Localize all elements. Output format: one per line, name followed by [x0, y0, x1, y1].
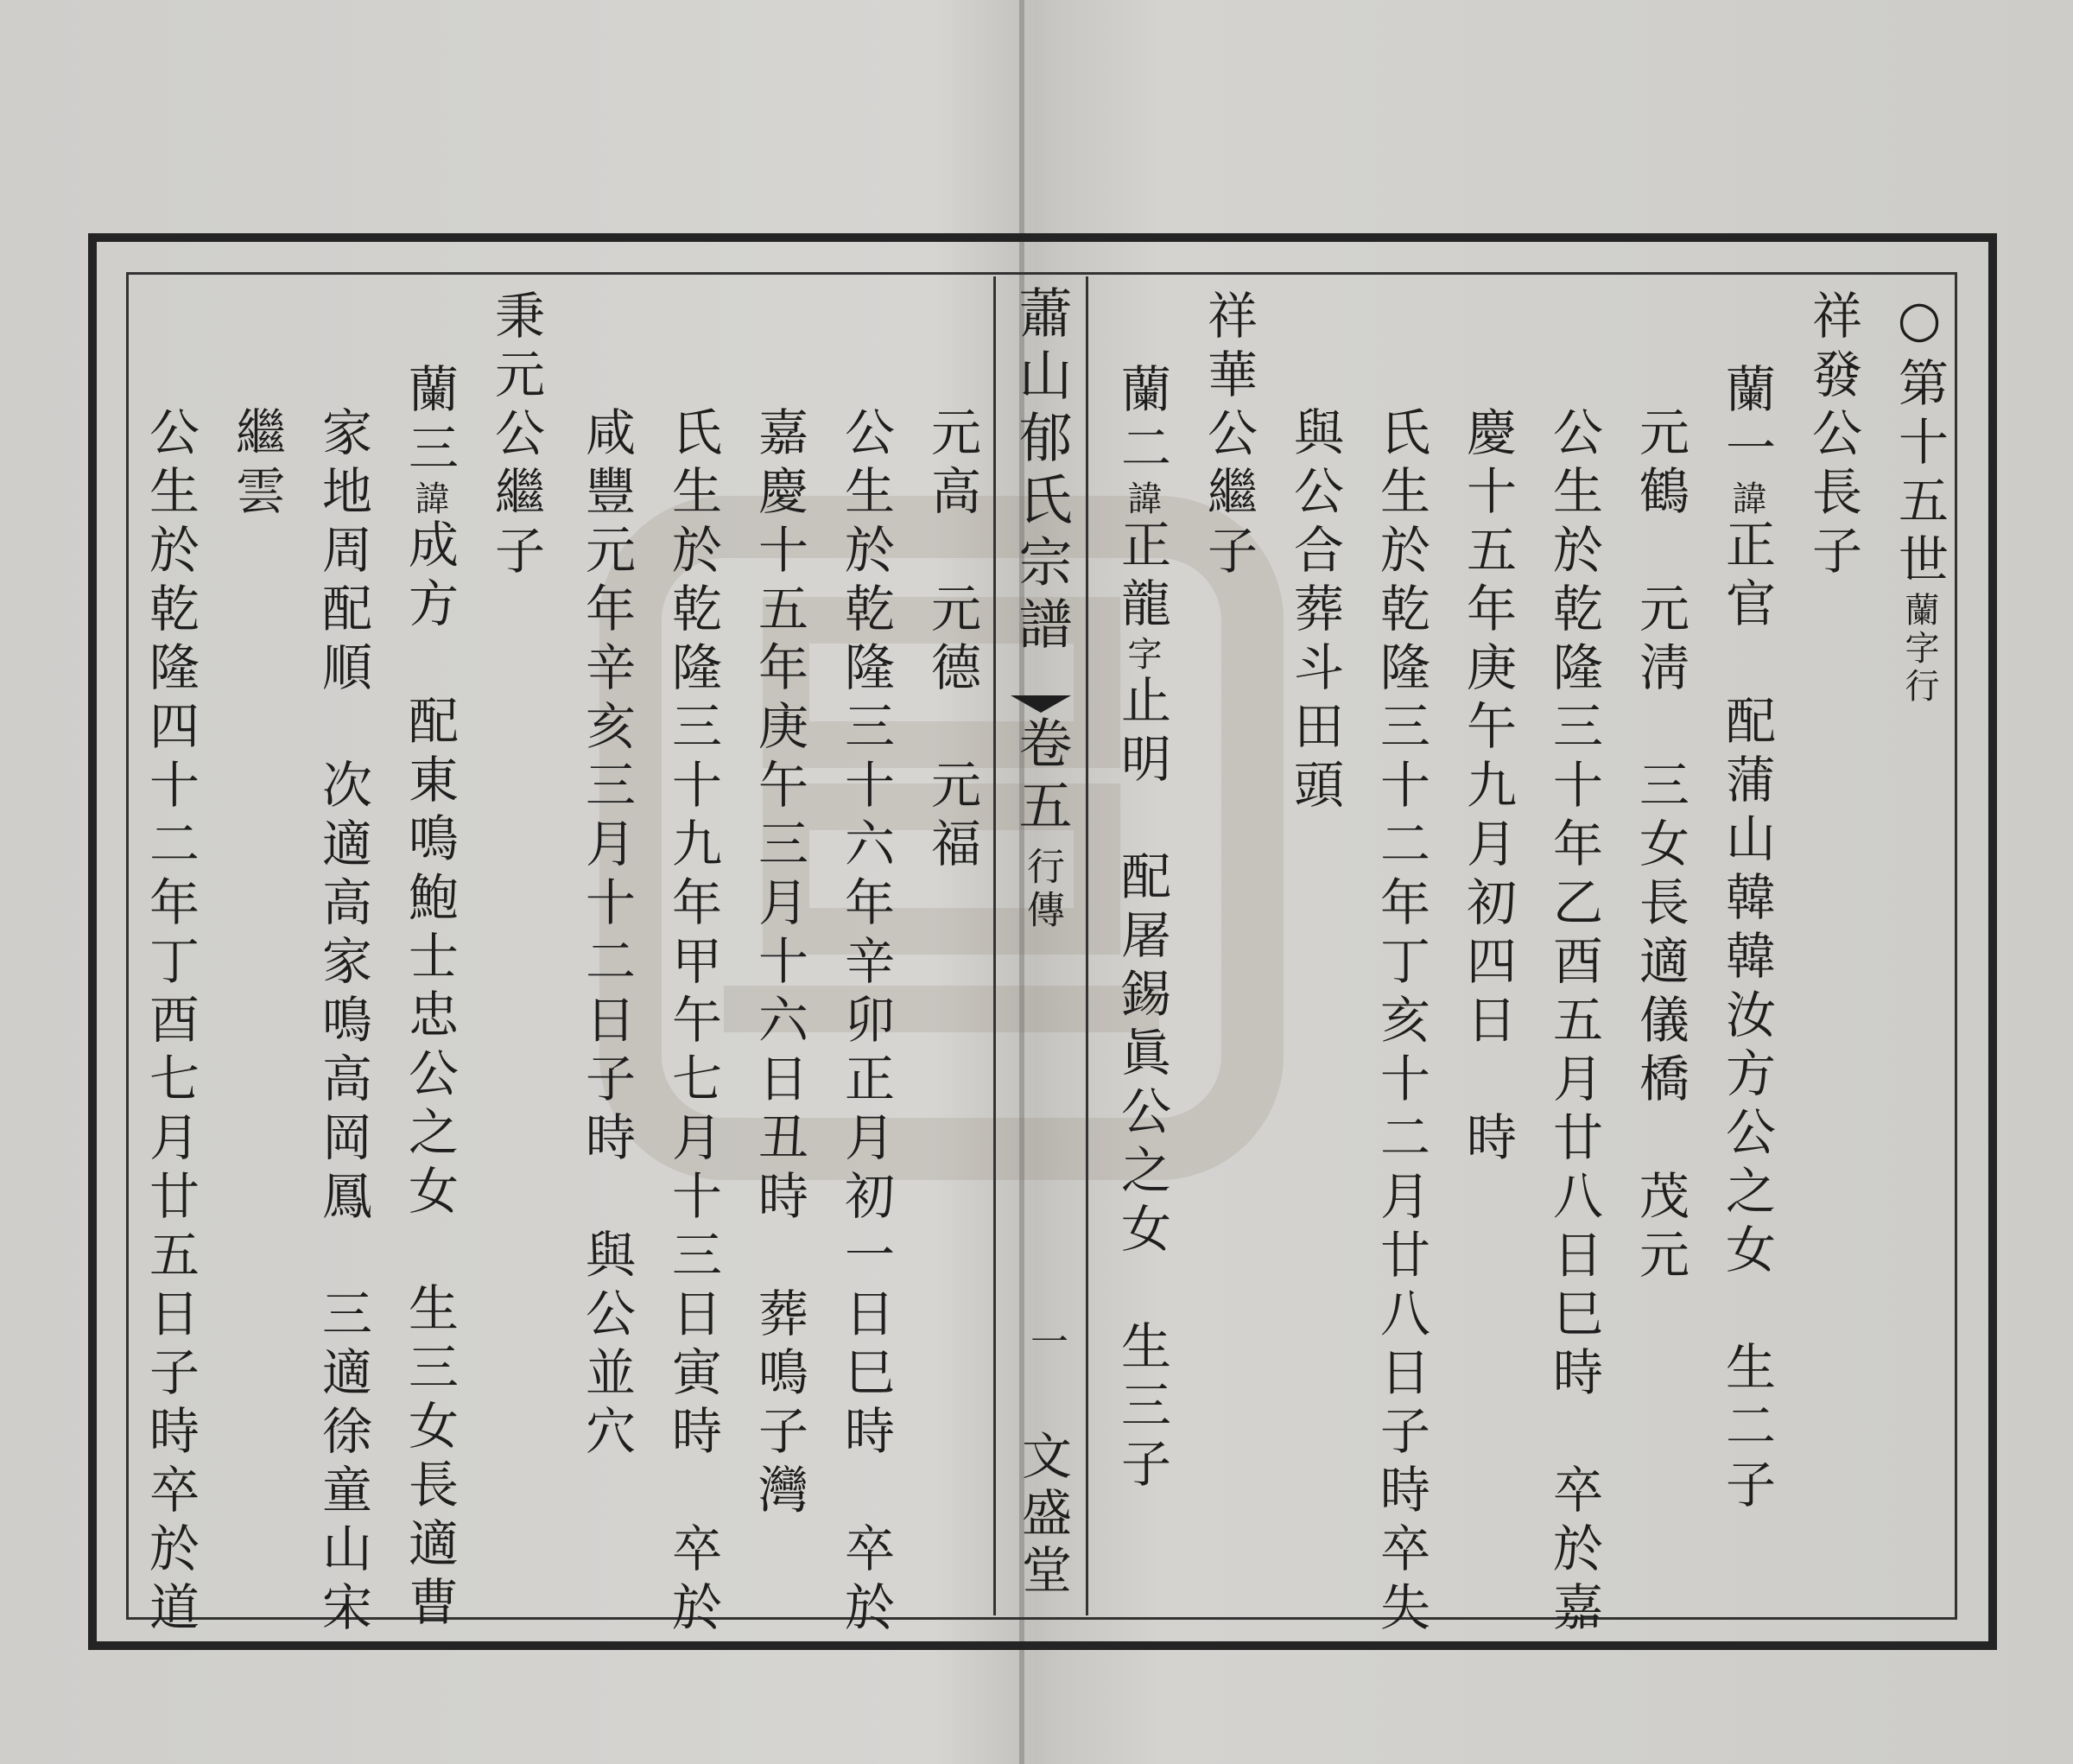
text-column-l5: 咸豐元年辛亥三月十二日子時 與公並穴 — [577, 406, 636, 1463]
generation-heading: ○第十五世 — [1890, 289, 1949, 592]
text-column-r6: 氏生於乾隆三十二年丁亥十二月廿八日子時卒失 — [1372, 406, 1430, 1640]
person-detail: 成方 配東鳴鮑士忠公之女 生三女長適曹 — [400, 518, 459, 1634]
fishtail-mark — [1011, 695, 1071, 713]
book-title: 蕭山郁氏宗譜 — [1010, 285, 1073, 658]
text-column-r2 — [1710, 363, 1783, 1517]
person-detail: 止明 配屠錫眞公之女 生三子 — [1113, 674, 1171, 1496]
text-column-r7: 與公合葬斗田頭 — [1285, 406, 1344, 817]
page-number: 一 — [1024, 1322, 1068, 1360]
hall-name: 文盛堂 — [1013, 1430, 1072, 1601]
text-column-r5: 慶十五年庚午九月初四日 時 — [1458, 406, 1517, 1170]
person-detail: 正官 配蒲山韓韓汝方公之女 生二子 — [1717, 518, 1776, 1517]
generation-note: 蘭字行 — [1899, 592, 1939, 706]
text-column-r3: 元鶴 元淸 三女長適儀橋 茂元 — [1631, 406, 1689, 1287]
text-column-r9 — [1106, 363, 1178, 1496]
section-label: 行傳 — [1020, 847, 1064, 933]
text-column-l2: 公生於乾隆三十六年辛卯正月初一日巳時 卒於 — [836, 406, 895, 1640]
person-detail: 正龍 — [1113, 518, 1171, 636]
volume-label: 卷五 — [1010, 715, 1073, 840]
courtesy-note: 字 — [1122, 636, 1162, 674]
text-column-l3: 嘉慶十五年庚午三月十六日丑時 葬鳴子灣 — [750, 406, 808, 1522]
heading-column — [1883, 289, 1956, 706]
person-name: 蘭三 — [400, 363, 459, 480]
text-column-r8: 祥華公繼子 — [1199, 289, 1258, 583]
taboo-note: 諱 — [1727, 480, 1766, 518]
text-column-l8: 家地周配順 次適高家鳴高岡鳳 三適徐童山宋 — [314, 406, 372, 1640]
taboo-note: 諱 — [409, 480, 449, 518]
text-column-l7 — [393, 363, 466, 1634]
text-column-l6: 秉元公繼子 — [486, 289, 545, 583]
text-column-l4: 氏生於乾隆三十九年甲午七月十三日寅時 卒於 — [663, 406, 722, 1640]
text-column-l10: 公生於乾隆四十二年丁酉七月廿五日子時卒於道 — [141, 406, 200, 1640]
person-name: 蘭二 — [1113, 363, 1171, 480]
text-column-r4: 公生於乾隆三十年乙酉五月廿八日巳時 卒於嘉 — [1544, 406, 1603, 1640]
text-column-r1: 祥發公長子 — [1804, 289, 1862, 583]
person-name: 蘭一 — [1717, 363, 1776, 480]
taboo-note: 諱 — [1122, 480, 1162, 518]
text-column-l1: 元高 元德 元福 — [922, 406, 981, 876]
text-column-l9: 繼雲 — [227, 406, 286, 523]
